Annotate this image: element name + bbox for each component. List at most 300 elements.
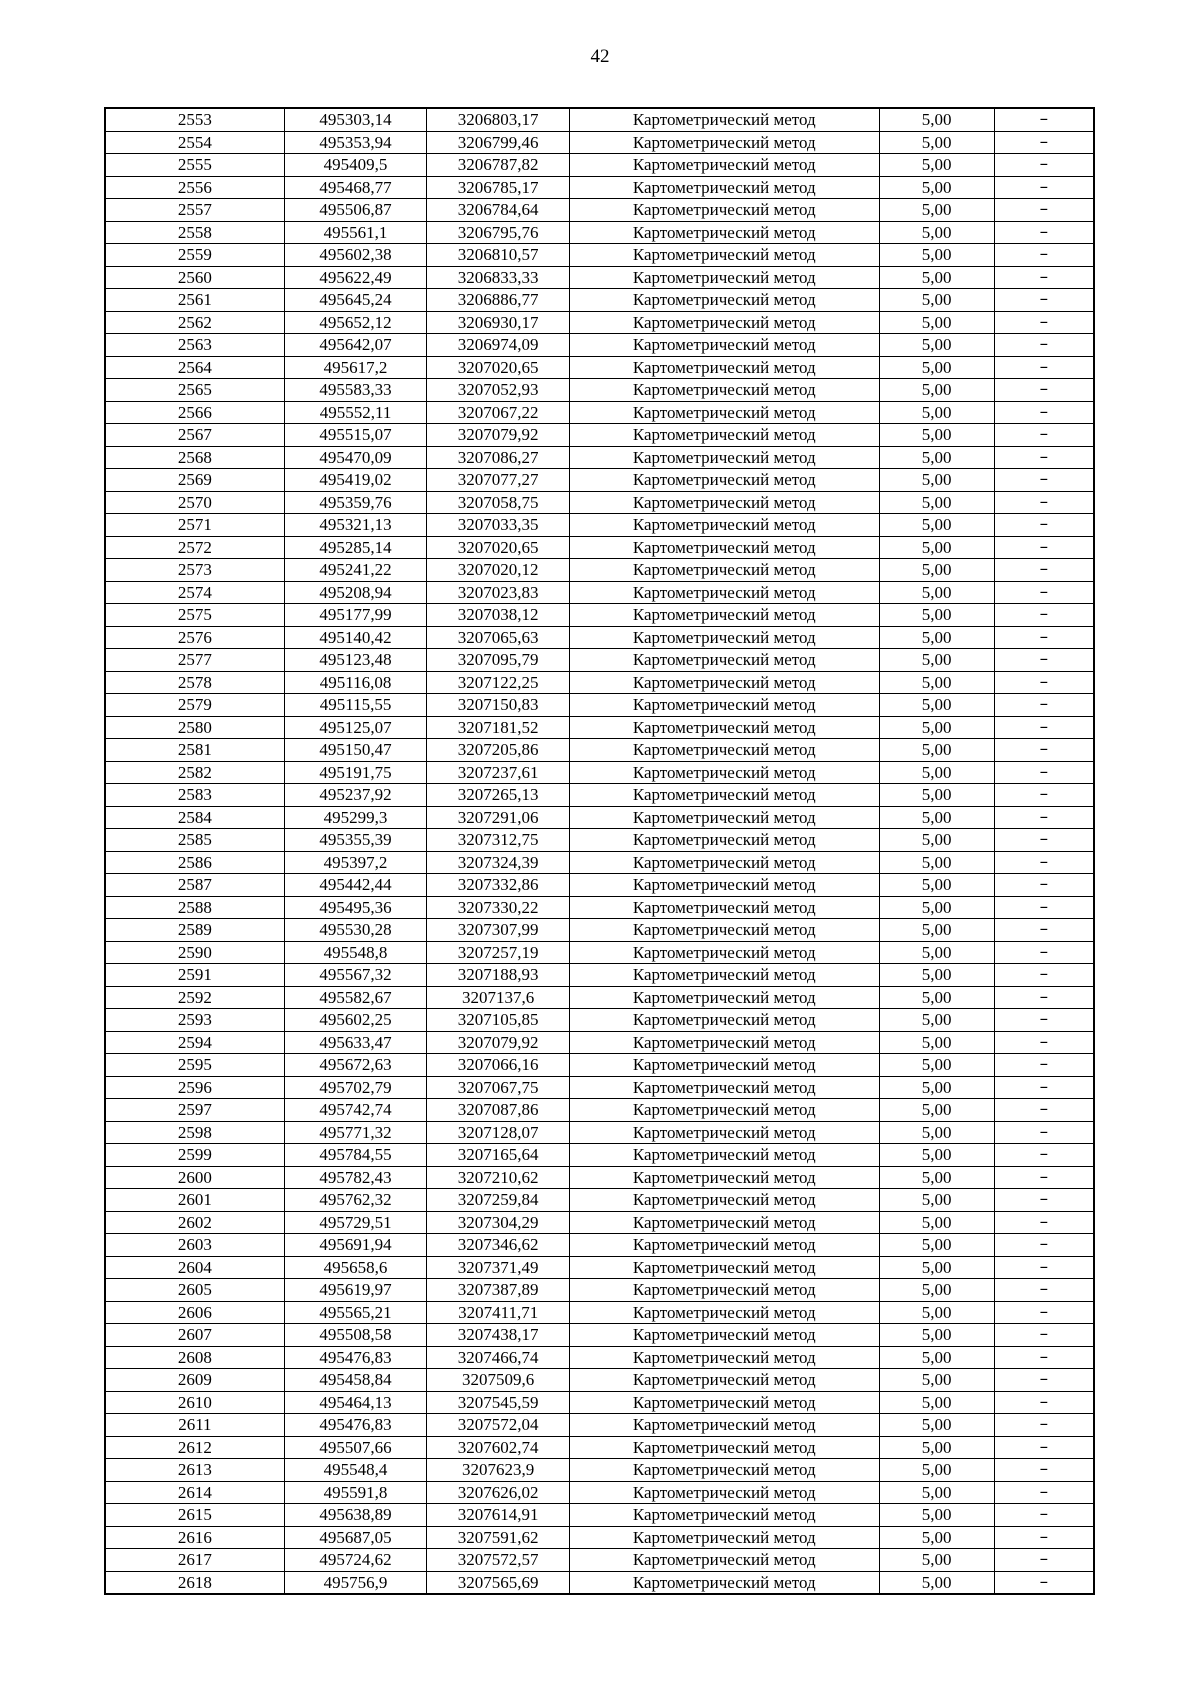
precision-cell: 5,00 — [879, 1189, 994, 1212]
point-number-cell: 2584 — [105, 806, 284, 829]
point-number-cell: 2594 — [105, 1031, 284, 1054]
description-cell: – — [994, 401, 1094, 424]
x-coordinate-cell: 495591,8 — [284, 1481, 427, 1504]
y-coordinate-cell: 3207565,69 — [427, 1571, 570, 1594]
table-row — [105, 604, 1094, 627]
x-coordinate-cell: 495762,32 — [284, 1189, 427, 1212]
method-cell: Картометрический метод — [569, 1279, 879, 1302]
y-coordinate-cell: 3207086,27 — [427, 446, 570, 469]
x-coordinate-cell: 495177,99 — [284, 604, 427, 627]
x-coordinate-cell: 495515,07 — [284, 424, 427, 447]
table-row — [105, 221, 1094, 244]
description-cell: – — [994, 1459, 1094, 1482]
method-cell: Картометрический метод — [569, 581, 879, 604]
description-cell: – — [994, 491, 1094, 514]
description-cell: – — [994, 1166, 1094, 1189]
description-cell: – — [994, 964, 1094, 987]
x-coordinate-cell: 495125,07 — [284, 716, 427, 739]
point-number-cell: 2561 — [105, 289, 284, 312]
x-coordinate-cell: 495729,51 — [284, 1211, 427, 1234]
x-coordinate-cell: 495687,05 — [284, 1526, 427, 1549]
description-cell: – — [994, 356, 1094, 379]
description-cell: – — [994, 379, 1094, 402]
table-row — [105, 1054, 1094, 1077]
point-number-cell: 2558 — [105, 221, 284, 244]
method-cell: Картометрический метод — [569, 1121, 879, 1144]
table-row — [105, 176, 1094, 199]
precision-cell: 5,00 — [879, 244, 994, 267]
y-coordinate-cell: 3207095,79 — [427, 649, 570, 672]
method-cell: Картометрический метод — [569, 469, 879, 492]
point-number-cell: 2611 — [105, 1414, 284, 1437]
precision-cell: 5,00 — [879, 581, 994, 604]
table-row — [105, 424, 1094, 447]
precision-cell: 5,00 — [879, 671, 994, 694]
point-number-cell: 2596 — [105, 1076, 284, 1099]
method-cell: Картометрический метод — [569, 1391, 879, 1414]
table-row — [105, 649, 1094, 672]
method-cell: Картометрический метод — [569, 671, 879, 694]
x-coordinate-cell: 495583,33 — [284, 379, 427, 402]
y-coordinate-cell: 3207105,85 — [427, 1009, 570, 1032]
x-coordinate-cell: 495508,58 — [284, 1324, 427, 1347]
x-coordinate-cell: 495582,67 — [284, 986, 427, 1009]
table-row — [105, 1009, 1094, 1032]
table-row — [105, 1459, 1094, 1482]
method-cell: Картометрический метод — [569, 424, 879, 447]
table-row — [105, 514, 1094, 537]
y-coordinate-cell: 3207591,62 — [427, 1526, 570, 1549]
table-row — [105, 671, 1094, 694]
description-cell: – — [994, 1031, 1094, 1054]
x-coordinate-cell: 495507,66 — [284, 1436, 427, 1459]
y-coordinate-cell: 3207332,86 — [427, 874, 570, 897]
precision-cell: 5,00 — [879, 806, 994, 829]
precision-cell: 5,00 — [879, 356, 994, 379]
table-row — [105, 356, 1094, 379]
description-cell: – — [994, 896, 1094, 919]
point-number-cell: 2604 — [105, 1256, 284, 1279]
method-cell: Картометрический метод — [569, 154, 879, 177]
precision-cell: 5,00 — [879, 1436, 994, 1459]
point-number-cell: 2592 — [105, 986, 284, 1009]
x-coordinate-cell: 495321,13 — [284, 514, 427, 537]
point-number-cell: 2608 — [105, 1346, 284, 1369]
method-cell: Картометрический метод — [569, 1346, 879, 1369]
description-cell: – — [994, 1391, 1094, 1414]
description-cell: – — [994, 829, 1094, 852]
y-coordinate-cell: 3207466,74 — [427, 1346, 570, 1369]
y-coordinate-cell: 3206795,76 — [427, 221, 570, 244]
point-number-cell: 2598 — [105, 1121, 284, 1144]
x-coordinate-cell: 495561,1 — [284, 221, 427, 244]
description-cell: – — [994, 671, 1094, 694]
y-coordinate-cell: 3207066,16 — [427, 1054, 570, 1077]
precision-cell: 5,00 — [879, 1504, 994, 1527]
x-coordinate-cell: 495237,92 — [284, 784, 427, 807]
y-coordinate-cell: 3207122,25 — [427, 671, 570, 694]
method-cell: Картометрический метод — [569, 289, 879, 312]
description-cell: – — [994, 1414, 1094, 1437]
method-cell: Картометрический метод — [569, 1481, 879, 1504]
point-number-cell: 2605 — [105, 1279, 284, 1302]
point-number-cell: 2565 — [105, 379, 284, 402]
precision-cell: 5,00 — [879, 289, 994, 312]
x-coordinate-cell: 495285,14 — [284, 536, 427, 559]
x-coordinate-cell: 495397,2 — [284, 851, 427, 874]
y-coordinate-cell: 3207304,29 — [427, 1211, 570, 1234]
point-number-cell: 2553 — [105, 108, 284, 131]
point-number-cell: 2554 — [105, 131, 284, 154]
x-coordinate-cell: 495140,42 — [284, 626, 427, 649]
description-cell: – — [994, 1504, 1094, 1527]
y-coordinate-cell: 3207346,62 — [427, 1234, 570, 1257]
description-cell: – — [994, 289, 1094, 312]
y-coordinate-cell: 3207324,39 — [427, 851, 570, 874]
method-cell: Картометрический метод — [569, 964, 879, 987]
method-cell: Картометрический метод — [569, 244, 879, 267]
y-coordinate-cell: 3206930,17 — [427, 311, 570, 334]
point-number-cell: 2588 — [105, 896, 284, 919]
table-row — [105, 469, 1094, 492]
point-number-cell: 2607 — [105, 1324, 284, 1347]
description-cell: – — [994, 806, 1094, 829]
point-number-cell: 2601 — [105, 1189, 284, 1212]
point-number-cell: 2560 — [105, 266, 284, 289]
table-row — [105, 491, 1094, 514]
point-number-cell: 2573 — [105, 559, 284, 582]
table-row — [105, 806, 1094, 829]
description-cell: – — [994, 221, 1094, 244]
method-cell: Картометрический метод — [569, 1436, 879, 1459]
y-coordinate-cell: 3206974,09 — [427, 334, 570, 357]
method-cell: Картометрический метод — [569, 1099, 879, 1122]
x-coordinate-cell: 495782,43 — [284, 1166, 427, 1189]
x-coordinate-cell: 495409,5 — [284, 154, 427, 177]
table-row — [105, 784, 1094, 807]
point-number-cell: 2603 — [105, 1234, 284, 1257]
table-row — [105, 1436, 1094, 1459]
description-cell: – — [994, 1189, 1094, 1212]
y-coordinate-cell: 3207023,83 — [427, 581, 570, 604]
table-row — [105, 559, 1094, 582]
method-cell: Картометрический метод — [569, 1369, 879, 1392]
y-coordinate-cell: 3206886,77 — [427, 289, 570, 312]
y-coordinate-cell: 3207572,57 — [427, 1549, 570, 1572]
description-cell: – — [994, 108, 1094, 131]
description-cell: – — [994, 1211, 1094, 1234]
point-number-cell: 2578 — [105, 671, 284, 694]
method-cell: Картометрический метод — [569, 851, 879, 874]
precision-cell: 5,00 — [879, 1009, 994, 1032]
point-number-cell: 2574 — [105, 581, 284, 604]
y-coordinate-cell: 3207205,86 — [427, 739, 570, 762]
point-number-cell: 2581 — [105, 739, 284, 762]
point-number-cell: 2575 — [105, 604, 284, 627]
point-number-cell: 2576 — [105, 626, 284, 649]
method-cell: Картометрический метод — [569, 1031, 879, 1054]
precision-cell: 5,00 — [879, 1121, 994, 1144]
precision-cell: 5,00 — [879, 1324, 994, 1347]
description-cell: – — [994, 514, 1094, 537]
method-cell: Картометрический метод — [569, 334, 879, 357]
point-number-cell: 2567 — [105, 424, 284, 447]
precision-cell: 5,00 — [879, 176, 994, 199]
x-coordinate-cell: 495468,77 — [284, 176, 427, 199]
method-cell: Картометрический метод — [569, 379, 879, 402]
point-number-cell: 2610 — [105, 1391, 284, 1414]
y-coordinate-cell: 3207259,84 — [427, 1189, 570, 1212]
table-row — [105, 244, 1094, 267]
x-coordinate-cell: 495756,9 — [284, 1571, 427, 1594]
precision-cell: 5,00 — [879, 1256, 994, 1279]
table-row — [105, 739, 1094, 762]
method-cell: Картометрический метод — [569, 1526, 879, 1549]
precision-cell: 5,00 — [879, 334, 994, 357]
point-number-cell: 2613 — [105, 1459, 284, 1482]
point-number-cell: 2591 — [105, 964, 284, 987]
y-coordinate-cell: 3207257,19 — [427, 941, 570, 964]
precision-cell: 5,00 — [879, 424, 994, 447]
precision-cell: 5,00 — [879, 1144, 994, 1167]
precision-cell: 5,00 — [879, 1211, 994, 1234]
precision-cell: 5,00 — [879, 1526, 994, 1549]
description-cell: – — [994, 1346, 1094, 1369]
table-row — [105, 199, 1094, 222]
table-row — [105, 1526, 1094, 1549]
y-coordinate-cell: 3207033,35 — [427, 514, 570, 537]
precision-cell: 5,00 — [879, 761, 994, 784]
table-row — [105, 334, 1094, 357]
table-row — [105, 694, 1094, 717]
method-cell: Картометрический метод — [569, 694, 879, 717]
y-coordinate-cell: 3206785,17 — [427, 176, 570, 199]
precision-cell: 5,00 — [879, 941, 994, 964]
x-coordinate-cell: 495442,44 — [284, 874, 427, 897]
precision-cell: 5,00 — [879, 1099, 994, 1122]
precision-cell: 5,00 — [879, 649, 994, 672]
precision-cell: 5,00 — [879, 1459, 994, 1482]
table-row — [105, 829, 1094, 852]
table-row — [105, 311, 1094, 334]
table-row — [105, 266, 1094, 289]
description-cell: – — [994, 874, 1094, 897]
method-cell: Картометрический метод — [569, 1504, 879, 1527]
x-coordinate-cell: 495602,38 — [284, 244, 427, 267]
precision-cell: 5,00 — [879, 829, 994, 852]
x-coordinate-cell: 495476,83 — [284, 1414, 427, 1437]
description-cell: – — [994, 1436, 1094, 1459]
table-row — [105, 964, 1094, 987]
x-coordinate-cell: 495724,62 — [284, 1549, 427, 1572]
method-cell: Картометрический метод — [569, 1144, 879, 1167]
description-cell: – — [994, 311, 1094, 334]
x-coordinate-cell: 495567,32 — [284, 964, 427, 987]
x-coordinate-cell: 495633,47 — [284, 1031, 427, 1054]
description-cell: – — [994, 761, 1094, 784]
method-cell: Картометрический метод — [569, 1211, 879, 1234]
precision-cell: 5,00 — [879, 154, 994, 177]
description-cell: – — [994, 199, 1094, 222]
point-number-cell: 2583 — [105, 784, 284, 807]
method-cell: Картометрический метод — [569, 1414, 879, 1437]
point-number-cell: 2585 — [105, 829, 284, 852]
precision-cell: 5,00 — [879, 739, 994, 762]
description-cell: – — [994, 604, 1094, 627]
x-coordinate-cell: 495476,83 — [284, 1346, 427, 1369]
precision-cell: 5,00 — [879, 379, 994, 402]
precision-cell: 5,00 — [879, 874, 994, 897]
y-coordinate-cell: 3206799,46 — [427, 131, 570, 154]
point-number-cell: 2572 — [105, 536, 284, 559]
method-cell: Картометрический метод — [569, 266, 879, 289]
y-coordinate-cell: 3206833,33 — [427, 266, 570, 289]
table-row — [105, 154, 1094, 177]
point-number-cell: 2569 — [105, 469, 284, 492]
method-cell: Картометрический метод — [569, 311, 879, 334]
method-cell: Картометрический метод — [569, 761, 879, 784]
precision-cell: 5,00 — [879, 919, 994, 942]
table-row — [105, 1211, 1094, 1234]
x-coordinate-cell: 495652,12 — [284, 311, 427, 334]
precision-cell: 5,00 — [879, 221, 994, 244]
y-coordinate-cell: 3207371,49 — [427, 1256, 570, 1279]
x-coordinate-cell: 495784,55 — [284, 1144, 427, 1167]
precision-cell: 5,00 — [879, 199, 994, 222]
point-number-cell: 2614 — [105, 1481, 284, 1504]
x-coordinate-cell: 495645,24 — [284, 289, 427, 312]
method-cell: Картометрический метод — [569, 1256, 879, 1279]
x-coordinate-cell: 495771,32 — [284, 1121, 427, 1144]
method-cell: Картометрический метод — [569, 176, 879, 199]
method-cell: Картометрический метод — [569, 199, 879, 222]
point-number-cell: 2579 — [105, 694, 284, 717]
precision-cell: 5,00 — [879, 1369, 994, 1392]
method-cell: Картометрический метод — [569, 131, 879, 154]
x-coordinate-cell: 495353,94 — [284, 131, 427, 154]
description-cell: – — [994, 784, 1094, 807]
precision-cell: 5,00 — [879, 266, 994, 289]
table-row — [105, 1166, 1094, 1189]
point-number-cell: 2582 — [105, 761, 284, 784]
table-row — [105, 1099, 1094, 1122]
table-row — [105, 1414, 1094, 1437]
precision-cell: 5,00 — [879, 694, 994, 717]
point-number-cell: 2587 — [105, 874, 284, 897]
x-coordinate-cell: 495602,25 — [284, 1009, 427, 1032]
point-number-cell: 2557 — [105, 199, 284, 222]
x-coordinate-cell: 495548,8 — [284, 941, 427, 964]
method-cell: Картометрический метод — [569, 626, 879, 649]
x-coordinate-cell: 495470,09 — [284, 446, 427, 469]
precision-cell: 5,00 — [879, 446, 994, 469]
method-cell: Картометрический метод — [569, 829, 879, 852]
table-row — [105, 1279, 1094, 1302]
y-coordinate-cell: 3207020,65 — [427, 536, 570, 559]
precision-cell: 5,00 — [879, 851, 994, 874]
method-cell: Картометрический метод — [569, 1459, 879, 1482]
precision-cell: 5,00 — [879, 1054, 994, 1077]
point-number-cell: 2564 — [105, 356, 284, 379]
precision-cell: 5,00 — [879, 311, 994, 334]
method-cell: Картометрический метод — [569, 559, 879, 582]
precision-cell: 5,00 — [879, 514, 994, 537]
y-coordinate-cell: 3207079,92 — [427, 424, 570, 447]
description-cell: – — [994, 851, 1094, 874]
point-number-cell: 2570 — [105, 491, 284, 514]
precision-cell: 5,00 — [879, 964, 994, 987]
table-row — [105, 1076, 1094, 1099]
y-coordinate-cell: 3207291,06 — [427, 806, 570, 829]
x-coordinate-cell: 495241,22 — [284, 559, 427, 582]
table-row — [105, 379, 1094, 402]
precision-cell: 5,00 — [879, 559, 994, 582]
description-cell: – — [994, 176, 1094, 199]
precision-cell: 5,00 — [879, 536, 994, 559]
x-coordinate-cell: 495150,47 — [284, 739, 427, 762]
page-number: 42 — [590, 46, 610, 67]
coordinates-table — [104, 107, 1095, 1595]
table-row — [105, 874, 1094, 897]
y-coordinate-cell: 3207545,59 — [427, 1391, 570, 1414]
description-cell: – — [994, 469, 1094, 492]
method-cell: Картометрический метод — [569, 896, 879, 919]
point-number-cell: 2609 — [105, 1369, 284, 1392]
y-coordinate-cell: 3207020,65 — [427, 356, 570, 379]
description-cell: – — [994, 1369, 1094, 1392]
y-coordinate-cell: 3207411,71 — [427, 1301, 570, 1324]
method-cell: Картометрический метод — [569, 941, 879, 964]
point-number-cell: 2600 — [105, 1166, 284, 1189]
method-cell: Картометрический метод — [569, 356, 879, 379]
description-cell: – — [994, 334, 1094, 357]
description-cell: – — [994, 1144, 1094, 1167]
y-coordinate-cell: 3207128,07 — [427, 1121, 570, 1144]
description-cell: – — [994, 941, 1094, 964]
precision-cell: 5,00 — [879, 986, 994, 1009]
y-coordinate-cell: 3207065,63 — [427, 626, 570, 649]
y-coordinate-cell: 3207020,12 — [427, 559, 570, 582]
precision-cell: 5,00 — [879, 626, 994, 649]
description-cell: – — [994, 1301, 1094, 1324]
point-number-cell: 2602 — [105, 1211, 284, 1234]
description-cell: – — [994, 649, 1094, 672]
table-row — [105, 1346, 1094, 1369]
method-cell: Картометрический метод — [569, 1234, 879, 1257]
method-cell: Картометрический метод — [569, 1324, 879, 1347]
table-row — [105, 919, 1094, 942]
description-cell: – — [994, 559, 1094, 582]
point-number-cell: 2617 — [105, 1549, 284, 1572]
method-cell: Картометрический метод — [569, 491, 879, 514]
table-row — [105, 289, 1094, 312]
description-cell: – — [994, 1121, 1094, 1144]
y-coordinate-cell: 3206803,17 — [427, 108, 570, 131]
table-row — [105, 896, 1094, 919]
method-cell: Картометрический метод — [569, 1189, 879, 1212]
description-cell: – — [994, 1009, 1094, 1032]
y-coordinate-cell: 3206787,82 — [427, 154, 570, 177]
precision-cell: 5,00 — [879, 1076, 994, 1099]
x-coordinate-cell: 495123,48 — [284, 649, 427, 672]
precision-cell: 5,00 — [879, 1414, 994, 1437]
method-cell: Картометрический метод — [569, 1054, 879, 1077]
table-row — [105, 761, 1094, 784]
description-cell: – — [994, 424, 1094, 447]
method-cell: Картометрический метод — [569, 514, 879, 537]
precision-cell: 5,00 — [879, 1166, 994, 1189]
description-cell: – — [994, 1234, 1094, 1257]
